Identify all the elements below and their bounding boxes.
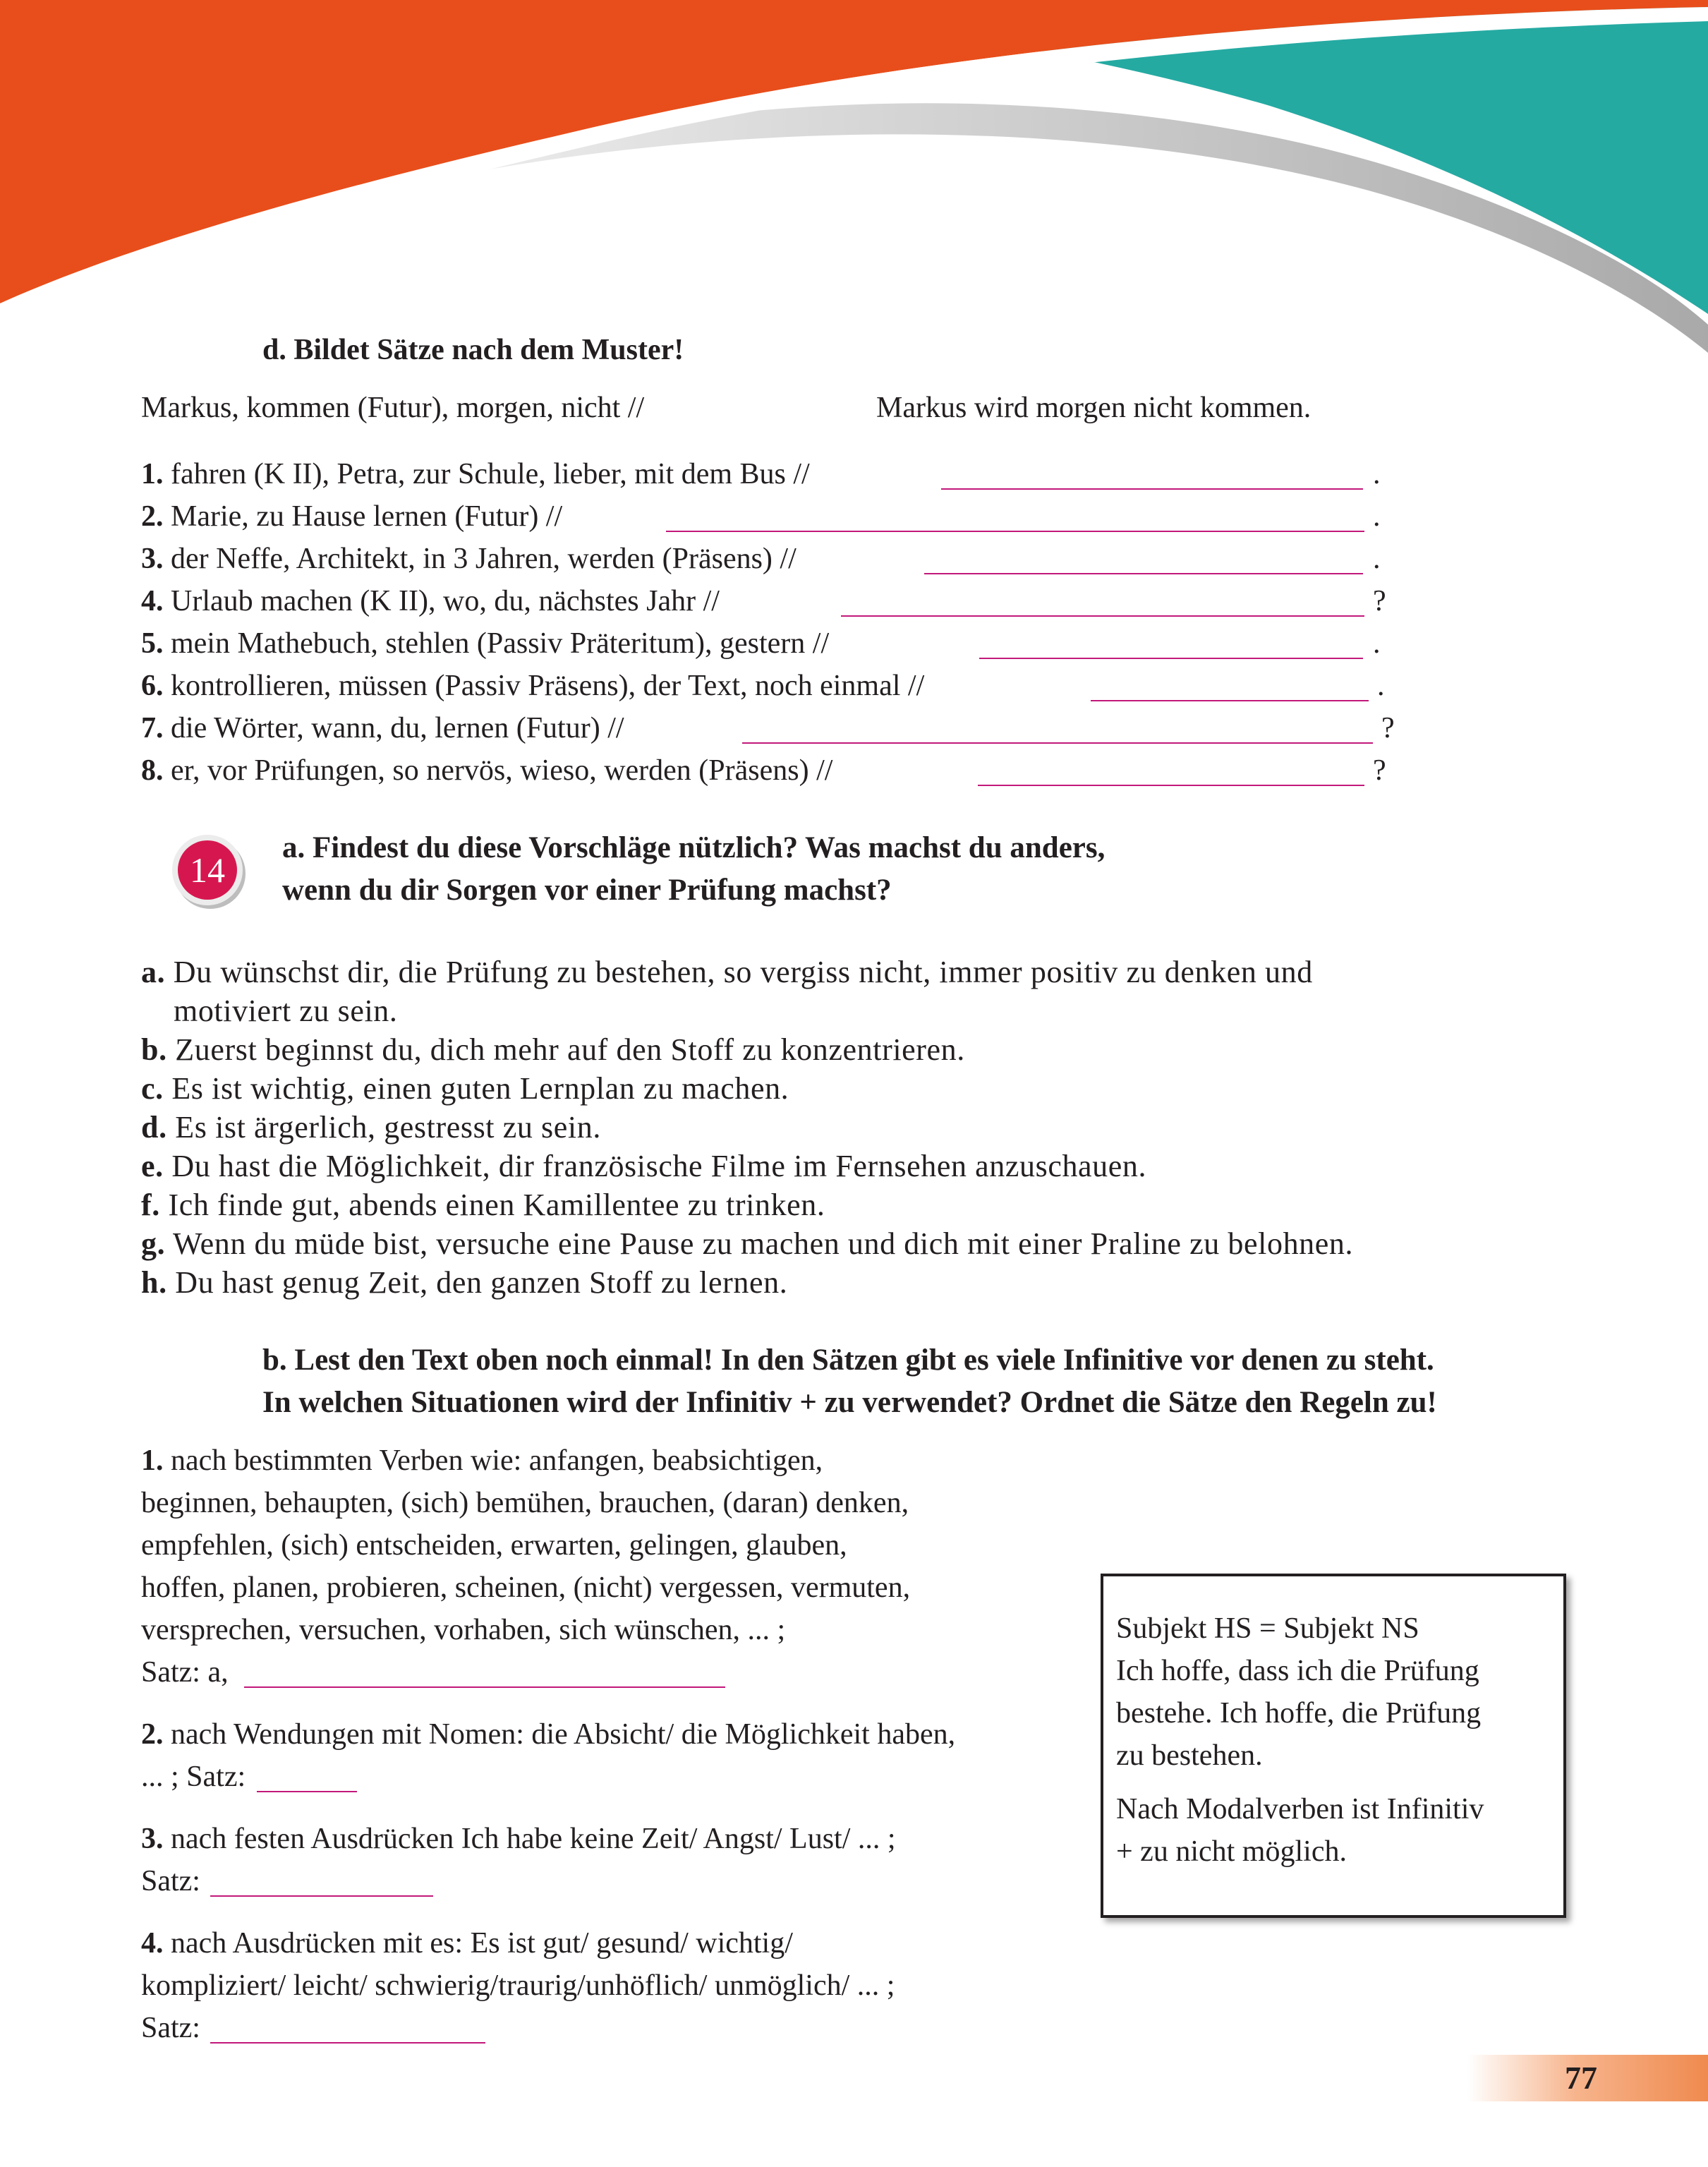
rule-1-line4: hoffen, planen, probieren, scheinen, (nicht) vergessen, vermuten, [141, 1571, 911, 1604]
rule-1-answer-blank[interactable] [244, 1686, 725, 1688]
answer-blank-8[interactable] [978, 785, 1364, 786]
proposal-item: g. Wenn du müde bist, versuche eine Pause zu machen und dich mit einer Praline zu belohnen. [141, 1226, 1354, 1261]
rule-1-line1: 1. nach bestimmten Verben wie: anfangen, beabsichtigen, [141, 1444, 823, 1477]
answer-blank-6[interactable] [1091, 700, 1369, 701]
item-text: die Wörter, wann, du, lernen (Futur) // [163, 712, 624, 744]
task14-line2: wenn du dir Sorgen vor einer Prüfung machst? [282, 874, 892, 907]
exercise-item-3 [141, 538, 797, 580]
item-end-punct: . [1377, 670, 1385, 702]
example-prompt: Markus, kommen (Futur), morgen, nicht // [141, 392, 645, 424]
item-number: 6. [141, 670, 164, 702]
info-line: + zu nicht möglich. [1116, 1835, 1347, 1868]
rule-4-satz: Satz: [141, 2012, 200, 2044]
item-text: Marie, zu Hause lernen (Futur) // [163, 500, 563, 533]
exercise-item-6 [141, 665, 924, 707]
answer-blank-2[interactable] [666, 531, 1364, 532]
rule-3-satz: Satz: [141, 1865, 200, 1897]
rule-2-satz: ... ; Satz: [141, 1761, 246, 1793]
proposal-item: h. Du hast genug Zeit, den ganzen Stoff zu lernen. [141, 1265, 788, 1300]
proposal-item: d. Es ist ärgerlich, gestresst zu sein. [141, 1110, 601, 1145]
item-number: 4. [141, 585, 164, 617]
item-end-punct: . [1373, 543, 1381, 575]
item-number: 2. [141, 500, 164, 533]
rule-1-line5: versprechen, versuchen, vorhaben, sich wünschen, ... ; [141, 1614, 786, 1646]
exercise-item-7 [141, 707, 624, 749]
item-number: 1. [141, 458, 164, 490]
exercise-item-5 [141, 622, 829, 665]
answer-blank-7[interactable] [742, 742, 1373, 744]
exercise-item-4 [141, 580, 720, 622]
section-b-line2: In welchen Situationen wird der Infinitiv + zu verwendet? Ordnet die Sätze den Regeln zu! [262, 1386, 1437, 1419]
rule-1-line3: empfehlen, (sich) entscheiden, erwarten, gelingen, glauben, [141, 1529, 847, 1562]
rule-3-answer-blank[interactable] [210, 1895, 433, 1897]
proposal-item: c. Es ist wichtig, einen guten Lernplan zu machen. [141, 1071, 789, 1106]
task14-heading [282, 827, 1105, 912]
item-number: 8. [141, 754, 164, 787]
grammar-info-box [1101, 1574, 1566, 1918]
info-line: Subjekt HS = Subjekt NS [1116, 1612, 1419, 1645]
item-text: mein Mathebuch, stehlen (Passiv Präteritum), gestern // [163, 627, 830, 660]
item-number: 7. [141, 712, 164, 744]
proposal-item: b. Zuerst beginnst du, dich mehr auf den Stoff zu konzentrieren. [141, 1032, 965, 1067]
item-text: Urlaub machen (K II), wo, du, nächstes Jahr // [163, 585, 720, 617]
page-number: 77 [1565, 2060, 1597, 2096]
answer-blank-3[interactable] [924, 573, 1363, 574]
info-line: Ich hoffe, dass ich die Prüfung [1116, 1655, 1479, 1687]
badge-number: 14 [190, 850, 225, 890]
answer-blank-1[interactable] [941, 488, 1363, 490]
rule-4-line2: kompliziert/ leicht/ schwierig/traurig/unhöflich/ unmöglich/ ... ; [141, 1969, 895, 2002]
exercise-item-2 [141, 495, 562, 538]
rule-1-line2: beginnen, behaupten, (sich) bemühen, brauchen, (daran) denken, [141, 1487, 909, 1519]
proposal-item: motiviert zu sein. [174, 994, 398, 1028]
rule-2-answer-blank[interactable] [257, 1791, 357, 1792]
item-end-punct: ? [1373, 585, 1386, 617]
section-b-line1: b. Lest den Text oben noch einmal! In den Sätzen gibt es viele Infinitive vor denen zu steht. [262, 1344, 1434, 1377]
section-d-heading: d. Bildet Sätze nach dem Muster! [262, 334, 684, 366]
item-end-punct: ? [1373, 754, 1386, 787]
rule-1-satz: Satz: a, [141, 1656, 229, 1689]
exercise-item-8 [141, 749, 832, 792]
rule-4-line1: 4. nach Ausdrücken mit es: Es ist gut/ gesund/ wichtig/ [141, 1927, 793, 1960]
proposal-item: a. Du wünschst dir, die Prüfung zu bestehen, so vergiss nicht, immer positiv zu denken und [141, 955, 1313, 989]
info-line: bestehe. Ich hoffe, die Prüfung [1116, 1697, 1482, 1730]
item-text: kontrollieren, müssen (Passiv Präsens), der Text, noch einmal // [163, 670, 925, 702]
proposal-item: f. Ich finde gut, abends einen Kamillentee zu trinken. [141, 1188, 825, 1222]
rule-4-answer-blank[interactable] [210, 2042, 485, 2044]
item-end-punct: . [1373, 458, 1381, 490]
item-end-punct: . [1373, 500, 1381, 533]
item-text: er, vor Prüfungen, so nervös, wieso, werden (Präsens) // [163, 754, 833, 787]
proposal-item: e. Du hast die Möglichkeit, dir französische Filme im Fernsehen anzuschauen. [141, 1149, 1147, 1183]
info-line: Nach Modalverben ist Infinitiv [1116, 1793, 1484, 1825]
item-text: fahren (K II), Petra, zur Schule, lieber, mit dem Bus // [163, 458, 810, 490]
task14-line1: a. Findest du diese Vorschläge nützlich? Was machst du anders, [282, 831, 1106, 864]
exercise-item-1 [141, 453, 810, 495]
rule-3-line1: 3. nach festen Ausdrücken Ich habe keine Zeit/ Angst/ Lust/ ... ; [141, 1823, 896, 1855]
info-line: zu bestehen. [1116, 1739, 1263, 1772]
item-number: 5. [141, 627, 164, 660]
example-answer: Markus wird morgen nicht kommen. [876, 392, 1312, 424]
answer-blank-5[interactable] [979, 658, 1363, 659]
item-end-punct: ? [1381, 712, 1395, 744]
item-end-punct: . [1373, 627, 1381, 660]
item-number: 3. [141, 543, 164, 575]
task-number-badge [169, 831, 248, 910]
rule-2-line1: 2. nach Wendungen mit Nomen: die Absicht/ die Möglichkeit haben, [141, 1718, 956, 1751]
item-text: der Neffe, Architekt, in 3 Jahren, werden (Präsens) // [163, 543, 797, 575]
header-banner [0, 0, 1708, 367]
answer-blank-4[interactable] [841, 615, 1364, 617]
